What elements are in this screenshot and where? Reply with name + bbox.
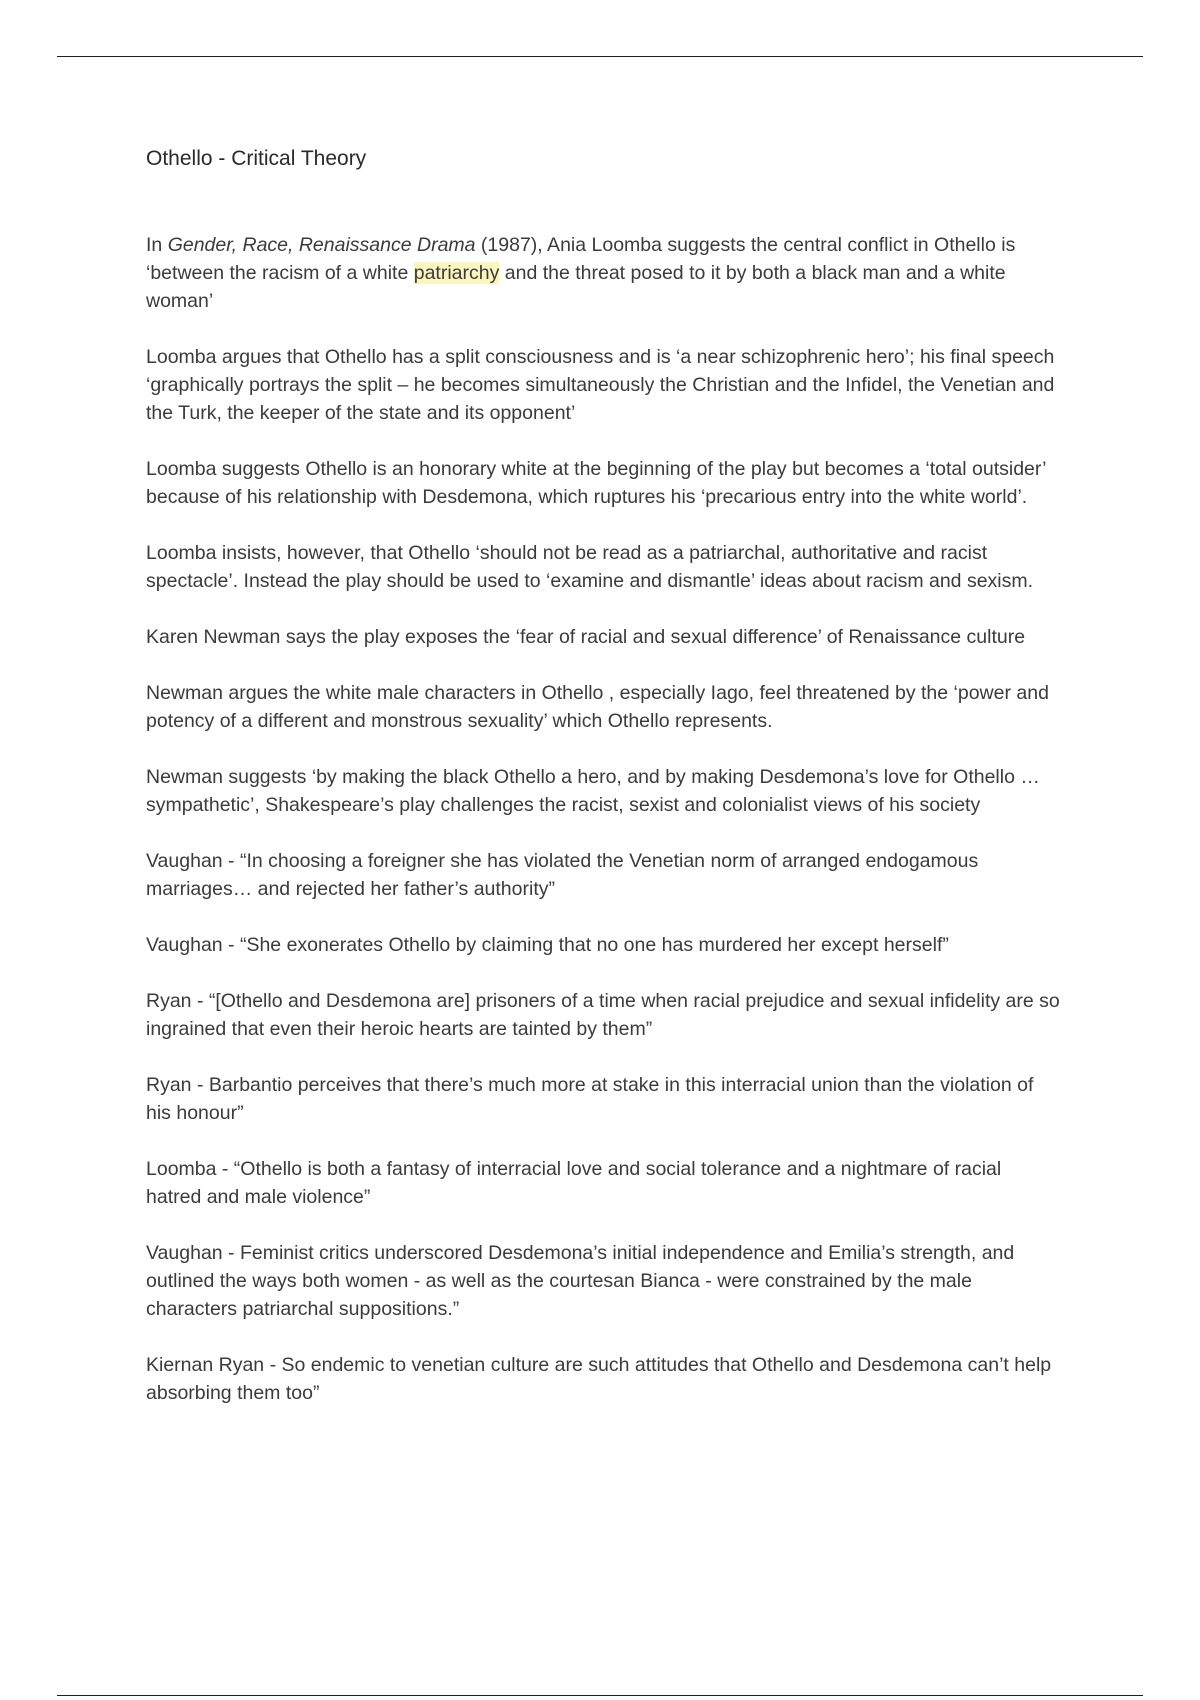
paragraph-5: Karen Newman says the play exposes the ‘fear of racial and sexual difference’ of Renaissance culture bbox=[146, 626, 1026, 648]
highlighted-word: patriarchy bbox=[413, 262, 500, 284]
paragraph-11: Ryan - Barbantio perceives that there’s much more at stake in this interracial union than the violation of his honour” bbox=[146, 1074, 1034, 1124]
paragraph-4: Loomba insists, however, that Othello ‘should not be read as a patriarchal, authoritative and racist spectacle’. Instead the play should be used to ‘examine and dismantle’ ideas about racism and sexism. bbox=[146, 542, 1034, 592]
paragraph-1-mid: (1987), Ania Loomba suggests the central conflict in Othello is ‘between the racism of a white bbox=[146, 234, 1016, 284]
book-title: Gender, Race, Renaissance Drama bbox=[167, 234, 476, 256]
bottom-rule bbox=[57, 1695, 1143, 1696]
document-body bbox=[146, 231, 1061, 1435]
page-title: Othello - Critical Theory bbox=[146, 147, 367, 170]
paragraph-12: Loomba - “Othello is both a fantasy of interracial love and social tolerance and a nightmare of racial hatred and male violence” bbox=[146, 1158, 1002, 1208]
paragraph-6: Newman argues the white male characters in Othello , especially Iago, feel threatened by the ‘power and potency of a different and monstrous sexuality’ which Othello represents. bbox=[146, 682, 1049, 732]
paragraph-13: Vaughan - Feminist critics underscored Desdemona’s initial independence and Emilia’s strength, and outlined the ways both women - as well as the courtesan Bianca - were constrained by the male characters patriarchal suppositions.” bbox=[146, 1242, 1015, 1320]
paragraph-14: Kiernan Ryan - So endemic to venetian culture are such attitudes that Othello and Desdemona can’t help absorbing them too” bbox=[146, 1354, 1052, 1404]
paragraph-10: Ryan - “[Othello and Desdemona are] prisoners of a time when racial prejudice and sexual infidelity are so ingrained that even their heroic hearts are tainted by them” bbox=[146, 990, 1060, 1040]
paragraph-9: Vaughan - “She exonerates Othello by claiming that no one has murdered her except herself” bbox=[146, 934, 949, 956]
paragraph-1-suffix: and the threat posed to it by both a black man and a white woman’ bbox=[146, 262, 1006, 312]
top-rule bbox=[57, 56, 1143, 57]
paragraph-2: Loomba argues that Othello has a split consciousness and is ‘a near schizophrenic hero’; his final speech ‘graphically portrays the split – he becomes simultaneously the Christian and the Infidel, the Venetian and the Turk, the keeper of the state and its opponent’ bbox=[146, 346, 1055, 424]
paragraph-7: Newman suggests ‘by making the black Othello a hero, and by making Desdemona’s love for Othello … sympathetic’, Shakespeare’s play challenges the racist, sexist and colonialist views of his society bbox=[146, 766, 1040, 816]
paragraph-1 bbox=[146, 231, 1061, 315]
paragraph-1-prefix: In bbox=[146, 234, 168, 256]
paragraph-8: Vaughan - “In choosing a foreigner she has violated the Venetian norm of arranged endogamous marriages… and rejected her father’s authority” bbox=[146, 850, 979, 900]
paragraph-3: Loomba suggests Othello is an honorary white at the beginning of the play but becomes a ‘total outsider’ because of his relationship with Desdemona, which ruptures his ‘precarious entry into the white world’. bbox=[146, 458, 1046, 508]
